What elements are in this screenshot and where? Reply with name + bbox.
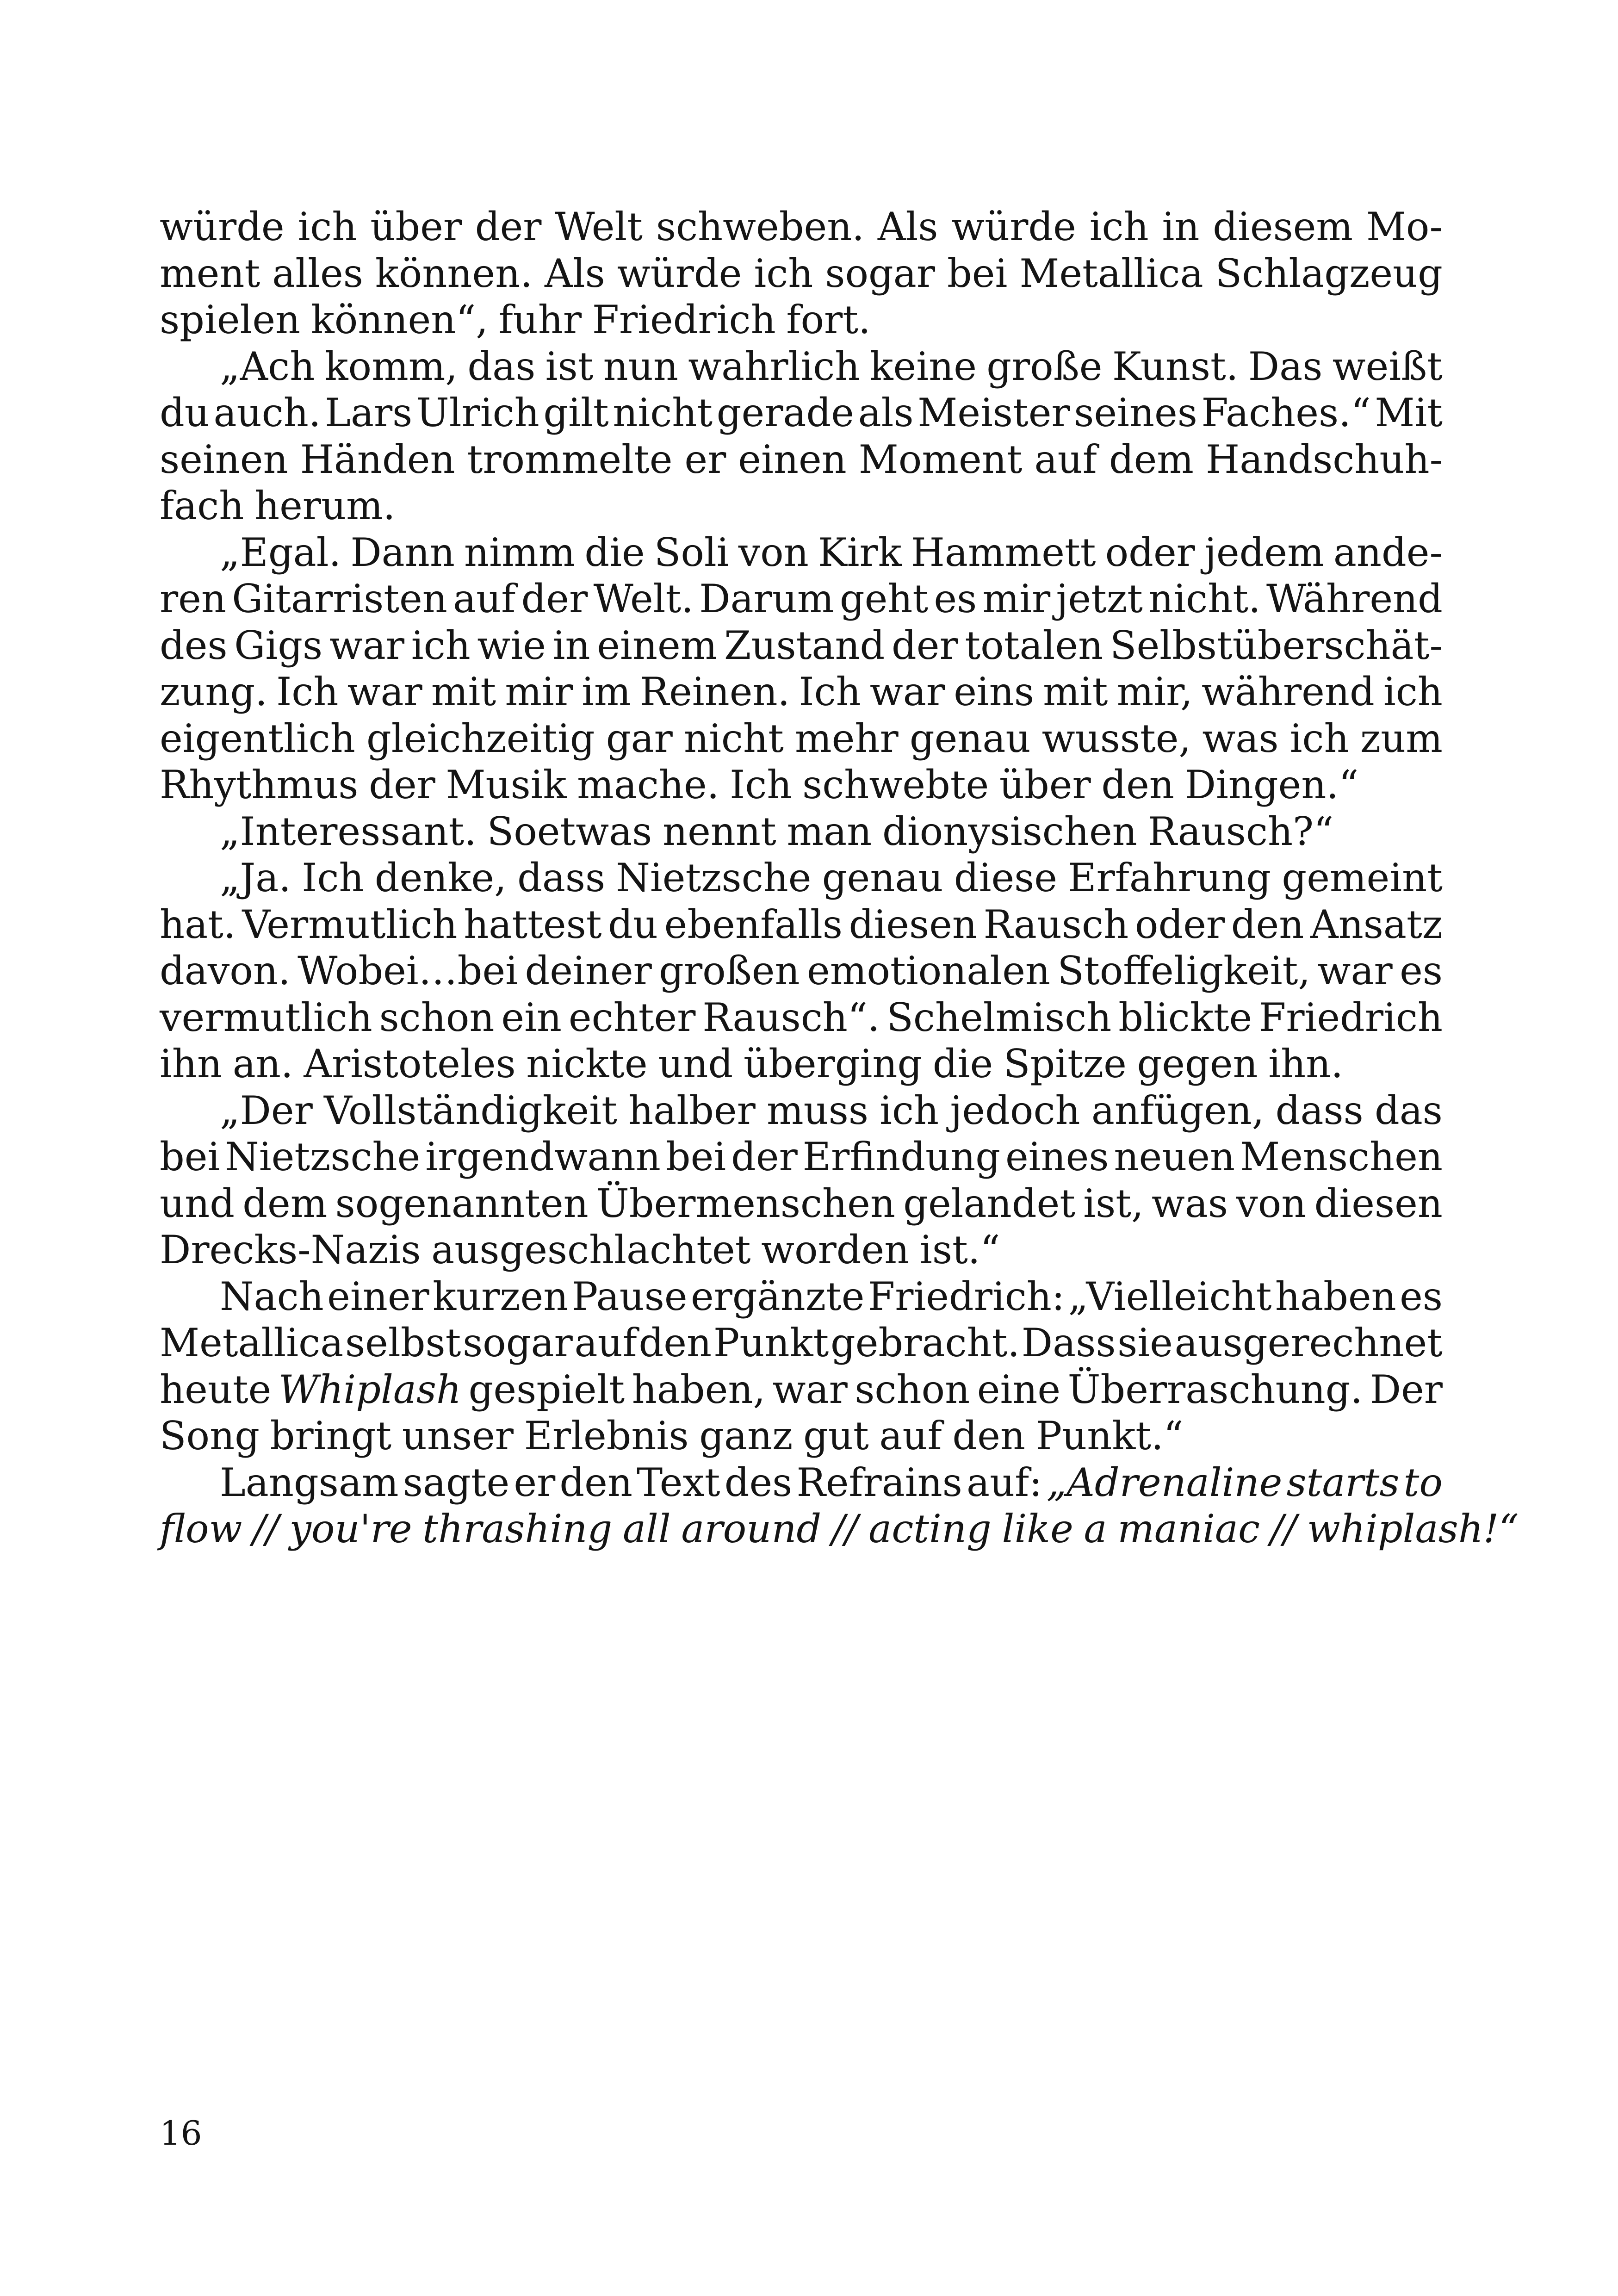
text-line: Drecks-Nazis ausgeschlachtet worden ist.“ xyxy=(160,1227,1000,1272)
text-line: „Interessant. Soetwas nennt man dionysischen Rausch?“ xyxy=(220,808,1334,854)
paragraph xyxy=(160,204,1443,343)
text-line: seinen Händen trommelte er einen Moment auf dem Handschuh- xyxy=(160,436,1443,482)
paragraph xyxy=(160,529,1443,808)
text-line: fach herum. xyxy=(160,483,396,528)
text-line: du auch. Lars Ulrich gilt nicht gerade als Meister seines Faches.“ Mit xyxy=(160,390,1443,435)
text-line: Rhythmus der Musik mache. Ich schwebte über den Dingen.“ xyxy=(160,762,1359,807)
text-line: vermutlich schon ein echter Rausch“. Schelmisch blickte Friedrich xyxy=(160,994,1443,1040)
paragraph xyxy=(160,855,1443,1087)
paragraph xyxy=(160,808,1443,855)
paragraph xyxy=(160,343,1443,529)
text-line: Langsam sagte er den Text des Refrains auf: „Adrenaline starts to xyxy=(220,1459,1443,1505)
text-line: zung. Ich war mit mir im Reinen. Ich war eins mit mir, während ich xyxy=(160,669,1443,714)
text-line: „Ach komm, das ist nun wahrlich keine große Kunst. Das weißt xyxy=(220,343,1443,389)
text-line: „Der Vollständigkeit halber muss ich jedoch anfügen, dass das xyxy=(220,1087,1443,1133)
text-line: Nach einer kurzen Pause ergänzte Friedrich: „Vielleicht haben es xyxy=(220,1273,1443,1319)
text-line: ren Gitarristen auf der Welt. Darum geht es mir jetzt nicht. Während xyxy=(160,576,1443,621)
paragraph xyxy=(160,1459,1519,1552)
text-line: bei Nietzsche irgendwann bei der Erfindung eines neuen Menschen xyxy=(160,1134,1443,1179)
page-number: 16 xyxy=(160,2114,202,2153)
text-line: spielen können“, fuhr Friedrich fort. xyxy=(160,297,871,342)
paragraph xyxy=(160,1273,1443,1459)
body-text xyxy=(160,204,1519,1552)
text-line: eigentlich gleichzeitig gar nicht mehr genau wusste, was ich zum xyxy=(160,715,1443,761)
text-line: Song bringt unser Erlebnis ganz gut auf den Punkt.“ xyxy=(160,1413,1184,1458)
text-line: „Egal. Dann nimm die Soli von Kirk Hammett oder jedem ande- xyxy=(220,529,1443,575)
text-line: davon. Wobei…bei deiner großen emotionalen Stoffeligkeit, war es xyxy=(160,948,1443,993)
text-line: flow // you're thrashing all around // acting like a maniac // whiplash!“ xyxy=(160,1506,1519,1551)
text-line: würde ich über der Welt schweben. Als würde ich in diesem Mo- xyxy=(160,204,1443,249)
text-line: ment alles können. Als würde ich sogar bei Metallica Schlagzeug xyxy=(160,250,1443,296)
text-line: Metallica selbst sogar auf den Punkt gebracht. Dass sie ausgerechnet xyxy=(160,1320,1443,1365)
text-line: „Ja. Ich denke, dass Nietzsche genau diese Erfahrung gemeint xyxy=(220,855,1443,900)
text-line: hat. Vermutlich hattest du ebenfalls diesen Rausch oder den Ansatz xyxy=(160,901,1443,947)
text-line: und dem sogenannten Übermenschen gelandet ist, was von diesen xyxy=(160,1180,1443,1226)
text-line: heute Whiplash gespielt haben, war schon eine Überraschung. Der xyxy=(160,1366,1443,1412)
text-line: des Gigs war ich wie in einem Zustand der totalen Selbstüberschät- xyxy=(160,622,1443,668)
text-line: ihn an. Aristoteles nickte und überging die Spitze gegen ihn. xyxy=(160,1041,1344,1086)
paragraph xyxy=(160,1087,1443,1273)
